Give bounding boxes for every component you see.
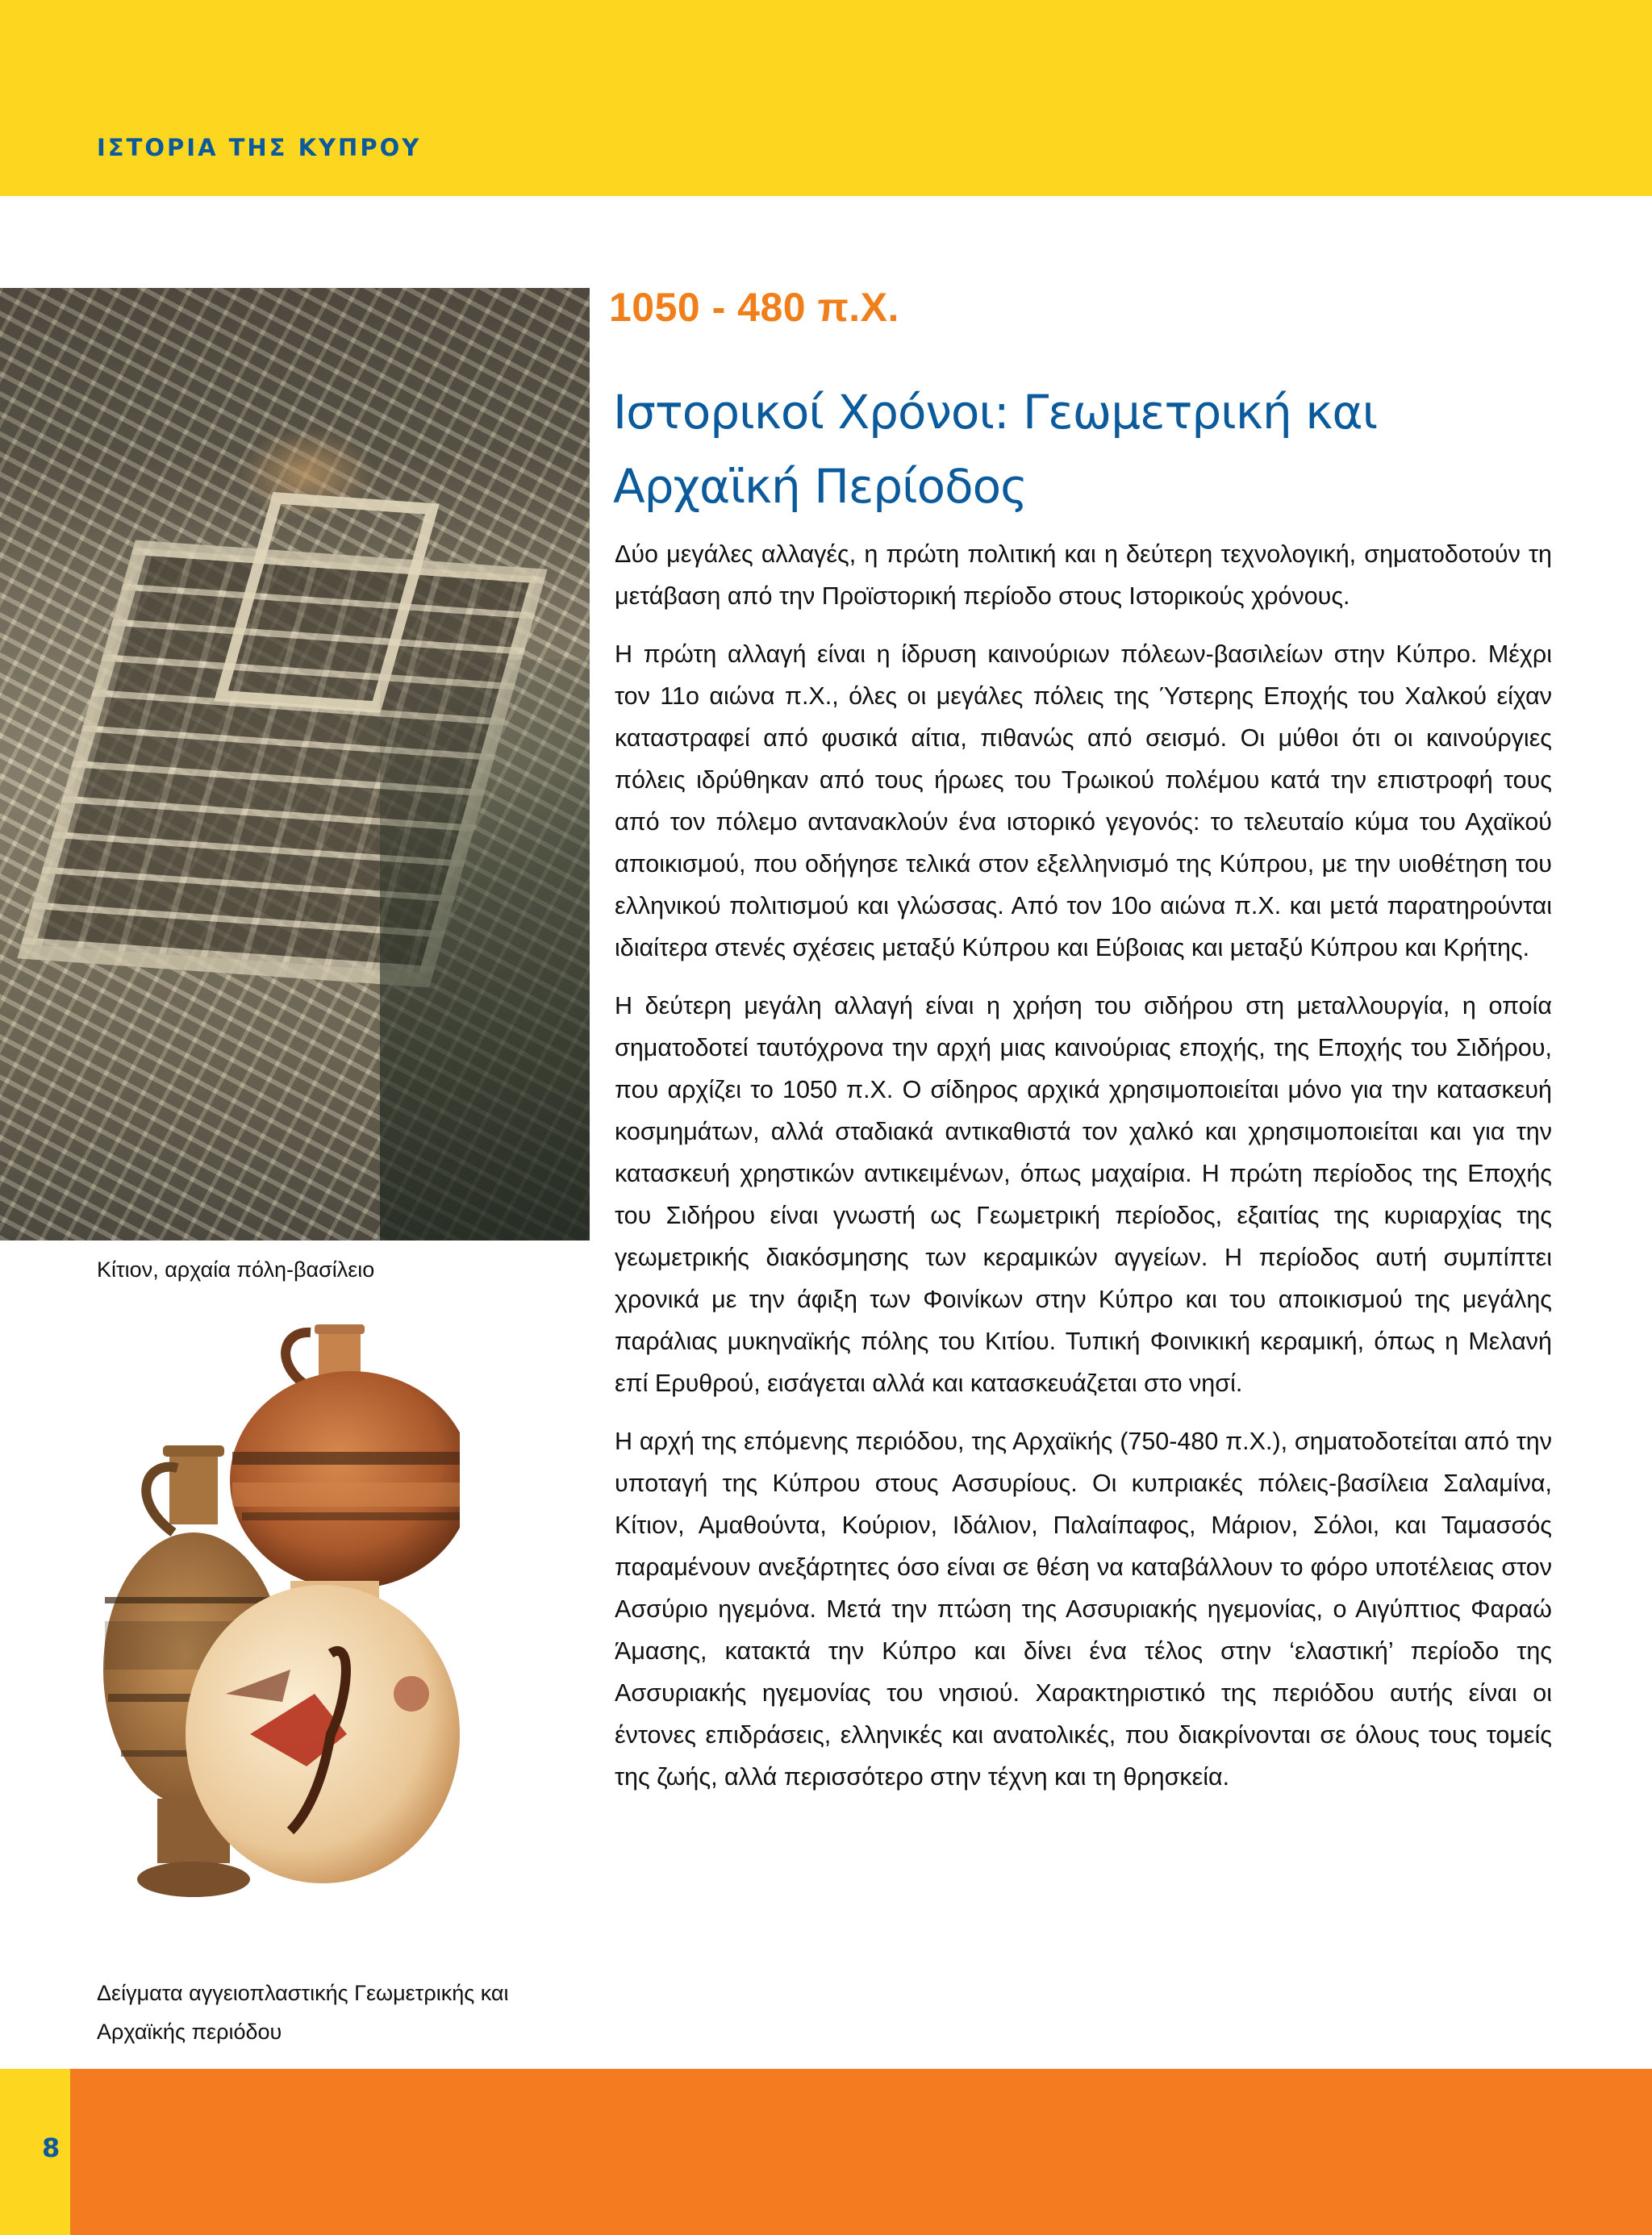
paragraph-city-kingdoms: Η πρώτη αλλαγή είναι η ίδρυση καινούριων πόλεων-βασιλείων στην Κύπρο. Μέχρι τον 11ο αιώνα π.Χ., όλες οι μεγάλες πόλεις της Ύστερης Εποχής του Χαλκού είχαν καταστραφεί από φυσικά αίτια, πιθανώς από σεισμό. Οι μύθοι ότι οι καινούργιες πόλεις ιδρύθηκαν από τους ήρωες του Τρωικού πολέμου κατά την επιστροφή τους από τον πόλεμο αντανακλούν ένα ιστορικό γεγονός: το τελευταίο κύμα του Αχαϊκού αποικισμού, που οδήγησε τελικά στον εξελληνισμό της Κύπρου, με την υιοθέτηση του ελληνικού πολιτισμού και γλώσσας. Από τον 10ο αιώνα π.Χ. και μετά παρατηρούνται ιδιαίτερα στενές σχέσεις μεταξύ Κύπρου και Εύβοιας και μεταξύ Κύπρου και Κρήτης. [615, 640, 1552, 961]
top-jug [230, 1324, 460, 1589]
pottery-vases-image [89, 1315, 460, 1936]
aerial-photo-kition [0, 288, 590, 1241]
section-title-line-1: Ιστορικοί Χρόνοι: Γεωμετρική και [613, 385, 1378, 440]
vegetation-shape [380, 660, 590, 1241]
section-title [613, 375, 1581, 523]
running-title: ΙΣΤΟΡΙΑ ΤΗΣ ΚΥΠΡΟΥ [97, 134, 422, 161]
body-text [615, 533, 1552, 1814]
paragraph-archaic-period: Η αρχή της επόμενης περιόδου, της Αρχαϊκής (750-480 π.Χ.), σηματοδοτείται από την υποταγή της Κύπρου στους Ασσυρίους. Οι κυπριακές πόλεις-βασίλεια Σαλαμίνα, Κίτιον, Αμαθούντα, Κούριον, Ιδάλιον, Παλαίπαφος, Μάριον, Σόλοι, και Ταμασσός παραμένουν ανεξάρτητες όσο είναι σε θέση να καταβάλλουν το φόρο υποτέλειας στον Ασσύριο ηγεμόνα. Μετά την πτώση της Ασσυριακής ηγεμονίας, ο Αιγύπτιος Φαραώ Άμασης, κατακτά την Κύπρο και δίνει ένα τέλος στην ‘ελαστική’ περίοδο της Ασσυριακής ηγεμονίας του νησιού. Χαρακτηριστικό της περιόδου αυτής είναι οι έντονες επιδράσεις, ελληνικές και ανατολικές, που διακρίνονται σε όλους τους τομείς της ζωής, αλλά περισσότερο στην τέχνη και τη θρησκεία. [615, 1428, 1552, 1791]
paragraph-intro: Δύο μεγάλες αλλαγές, η πρώτη πολιτική και η δεύτερη τεχνολογική, σηματοδοτούν τη μετάβαση από την Προϊστορική περίοδο στους Ιστορικούς χρόνους. [615, 540, 1552, 610]
date-range-heading: 1050 - 480 π.Χ. [609, 285, 899, 330]
page-number: 8 [42, 2133, 60, 2163]
footer-band [0, 2069, 1652, 2235]
paragraph-iron-age: Η δεύτερη μεγάλη αλλαγή είναι η χρήση του σιδήρου στη μεταλλουργία, η οποία σηματοδοτεί ταυτόχρονα την αρχή μιας καινούριας εποχής, της Εποχής του Σιδήρου, που αρχίζει το 1050 π.Χ. Ο σίδηρος αρχικά χρησιμοποιείται μόνο για την κατασκευή κοσμημάτων, αλλά σταδιακά αντικαθιστά τον χαλκό και χρησιμοποιείται και για την κατασκευή χρηστικών αντικειμένων, όπως μαχαίρια. Η πρώτη περίοδος της Εποχής του Σιδήρου είναι γνωστή ως Γεωμετρική περίοδος, εξαιτίας της κυριαρχίας της γεωμετρικής διακόσμησης των κεραμικών αγγείων. Η περίοδος αυτή συμπίπτει χρονικά με την άφιξη των Φοινίκων στην Κύπρο και του αποικισμού της μεγάλης παράλιας μυκηναϊκής πόλης του Κιτίου. Τυπική Φοινικική κεραμική, όπως η Μελανή επί Ερυθρού, εισάγεται αλλά και κατασκευάζεται στο νησί. [615, 992, 1552, 1397]
section-title-line-2: Αρχαϊκή Περίοδος [613, 459, 1028, 514]
photo-caption-pottery: Δείγματα αγγειοπλαστικής Γεωμετρικής και Αρχαϊκής περιόδου [97, 1981, 509, 2044]
header-band [0, 0, 1652, 196]
photo-caption-kition: Κίτιον, αρχαία πόλη-βασίλειο [97, 1257, 375, 1282]
